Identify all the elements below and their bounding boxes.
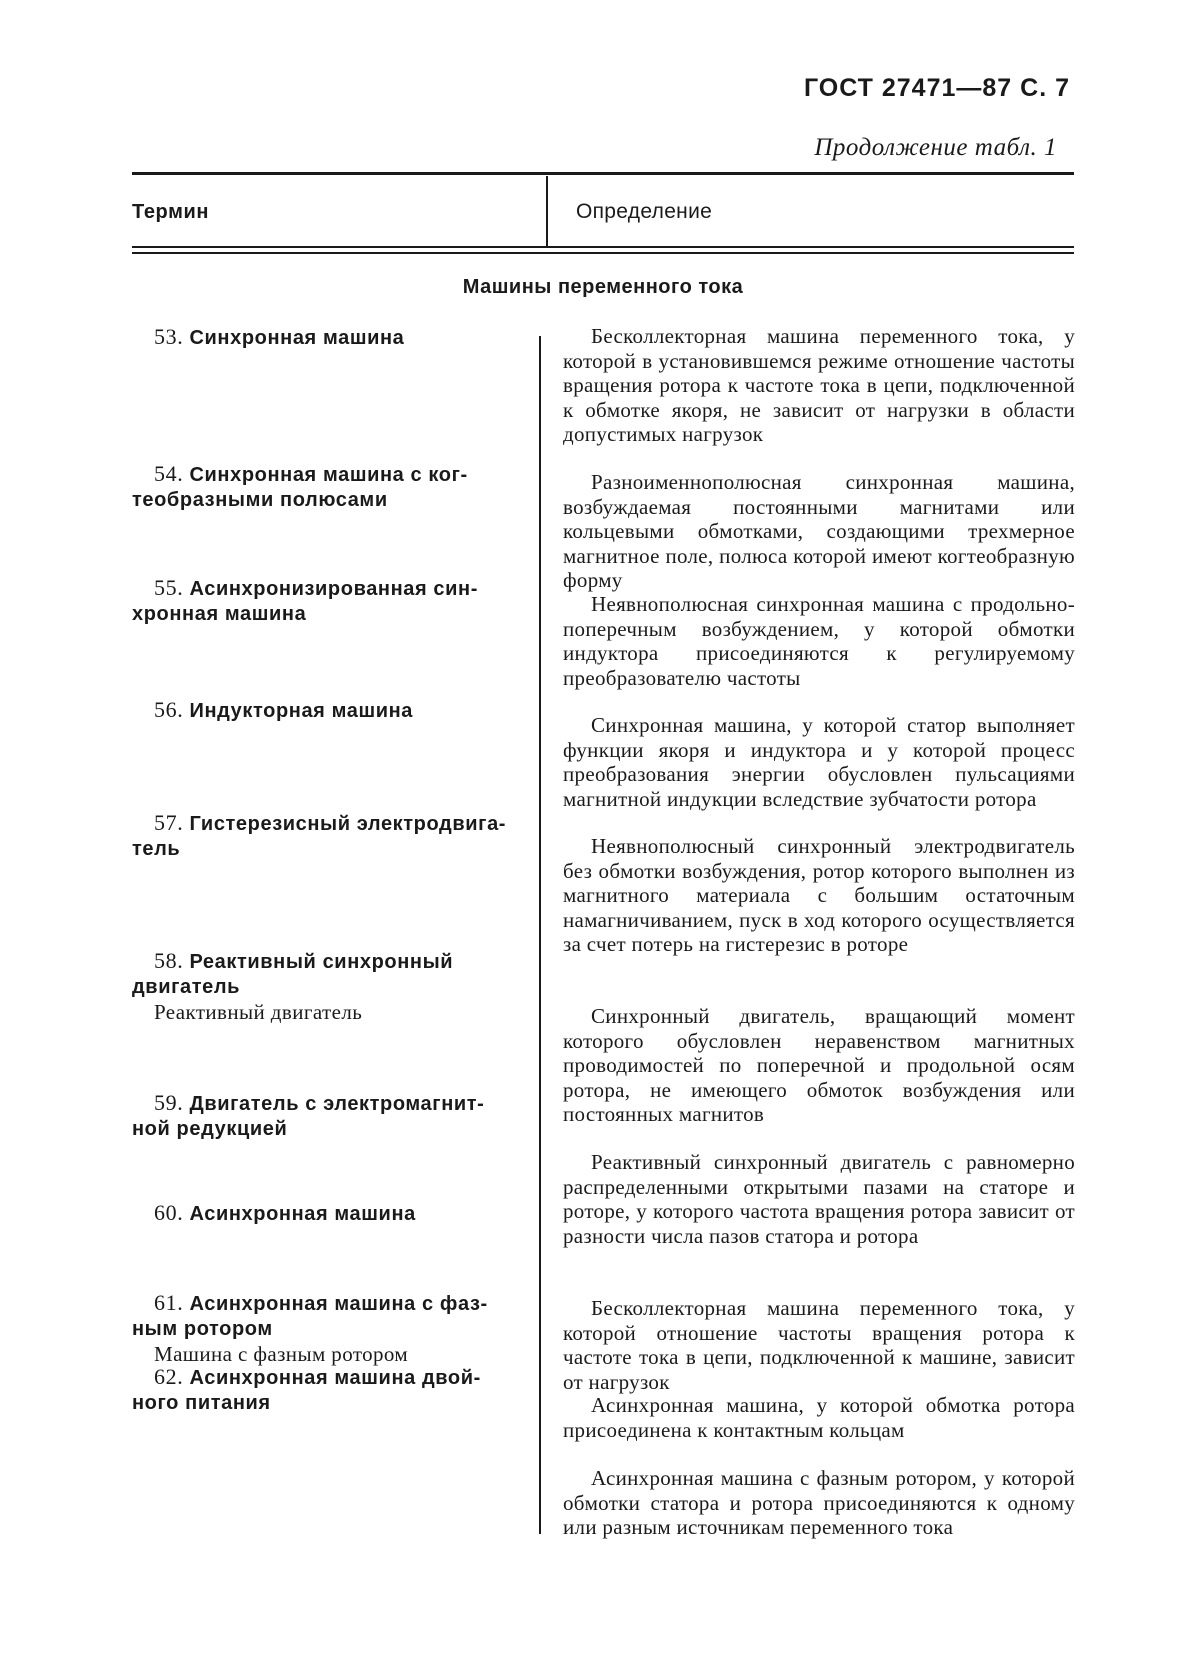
definition-61: Асинхронная машина, у которой обмотка ротора присоединена к контактным кольцам [563,1393,1075,1442]
definition-60: Бесколлекторная машина переменного тока, у которой отношение частоты вращения ротора к частоте тока в цепи, подключенной к машине, зависит от нагрузок [563,1296,1075,1394]
term-53 [132,324,528,351]
definition-58: Синхронный двигатель, вращающий момент которого обусловлен неравенством магнитных проводимостей по поперечной и продольной осям ротора, не имеющего обмоток возбуждения или постоянных магнитов [563,1004,1075,1127]
term-57: 57. Гистерезисный электродвига- тель [132,810,528,862]
term-59: 59. Двигатель с электромагнит- ной редукцией [132,1090,528,1142]
header-bottom-rule [132,246,1074,248]
page-header: ГОСТ 27471—87 С. 7 [803,74,1070,102]
term-first-line: 61. Асинхронная машина с фаз- [154,1290,488,1315]
term-first-line: 53. Синхронная машина [154,324,405,349]
header-bottom-rule-double [132,252,1074,254]
term-first-line: 54. Синхронная машина с ког- [154,461,468,486]
term-first-line: 55. Асинхронизированная син- [154,575,478,600]
definition-59: Реактивный синхронный двигатель с равномерно распределенными открытыми пазами на статоре и роторе, у которого частота вращения ротора зависит от разности числа пазов статора и ротора [563,1150,1075,1248]
term-first-line: 56. Индукторная машина [154,697,414,722]
term-synonym: Реактивный двигатель [154,1000,363,1024]
term-first-line: 59. Двигатель с электромагнит- [154,1090,485,1115]
term-synonym: Машина с фазным ротором [154,1342,409,1366]
term-first-line: 60. Асинхронная машина [154,1200,416,1225]
term-54: 54. Синхронная машина с ког- теобразными полюсами [132,461,528,513]
term-55: 55. Асинхронизированная син- хронная машина [132,575,528,627]
term-first-line: 58. Реактивный синхронный [154,948,454,973]
table-continuation-note: Продолжение табл. 1 [814,134,1057,161]
term-first-line: 57. Гистерезисный электродвига- [154,810,507,835]
term-58: 58. Реактивный синхронный двигатель Реактивный двигатель [132,948,528,1025]
term-60 [132,1200,528,1227]
term-61: 61. Асинхронная машина с фаз- ным ротором Машина с фазным ротором [132,1290,528,1367]
section-title: Машины переменного тока [462,276,744,298]
definition-56: Синхронная машина, у которой статор выполняет функции якоря и индуктора и у которой процесс преобразования энергии обусловлен пульсациями магнитной индукции вследствие зубчатости ротора [563,713,1075,811]
term-first-line: 62. Асинхронная машина двой- [154,1364,481,1389]
column-header-definition: Определение [576,200,713,223]
column-header-term: Термин [132,201,210,223]
definition-55: Неявнополюсная синхронная машина с продольно-поперечным возбуждением, у которой обмотки индуктора присоединяются к регулируемому преобразователю частоты [563,592,1075,690]
term-56 [132,697,528,724]
definition-53: Бесколлекторная машина переменного тока, у которой в установившемся режиме отношение частоты вращения ротора к частоте тока в цепи, подключенной к обмотке якоря, не зависит от нагрузки в области допустимых нагрузок [563,324,1075,447]
column-divider [539,336,541,1534]
definition-57: Неявнополюсный синхронный электродвигатель без обмотки возбуждения, ротор которого выполнен из магнитного материала с большим остаточным намагничиванием, пуск в ход которого осуществляется за счет потерь на гистерезис в роторе [563,834,1075,957]
definition-62: Асинхронная машина с фазным ротором, у которой обмотки статора и ротора присоединяются к одному или разным источникам переменного тока [563,1466,1075,1540]
term-62: 62. Асинхронная машина двой- ного питания [132,1364,528,1416]
table-top-rule [132,172,1074,175]
definition-54: Разноименнополюсная синхронная машина, возбуждаемая постоянными магнитами или кольцевыми обмотками, создающими трехмерное магнитное поле, полюса которой имеют когтеобразную форму [563,470,1075,593]
